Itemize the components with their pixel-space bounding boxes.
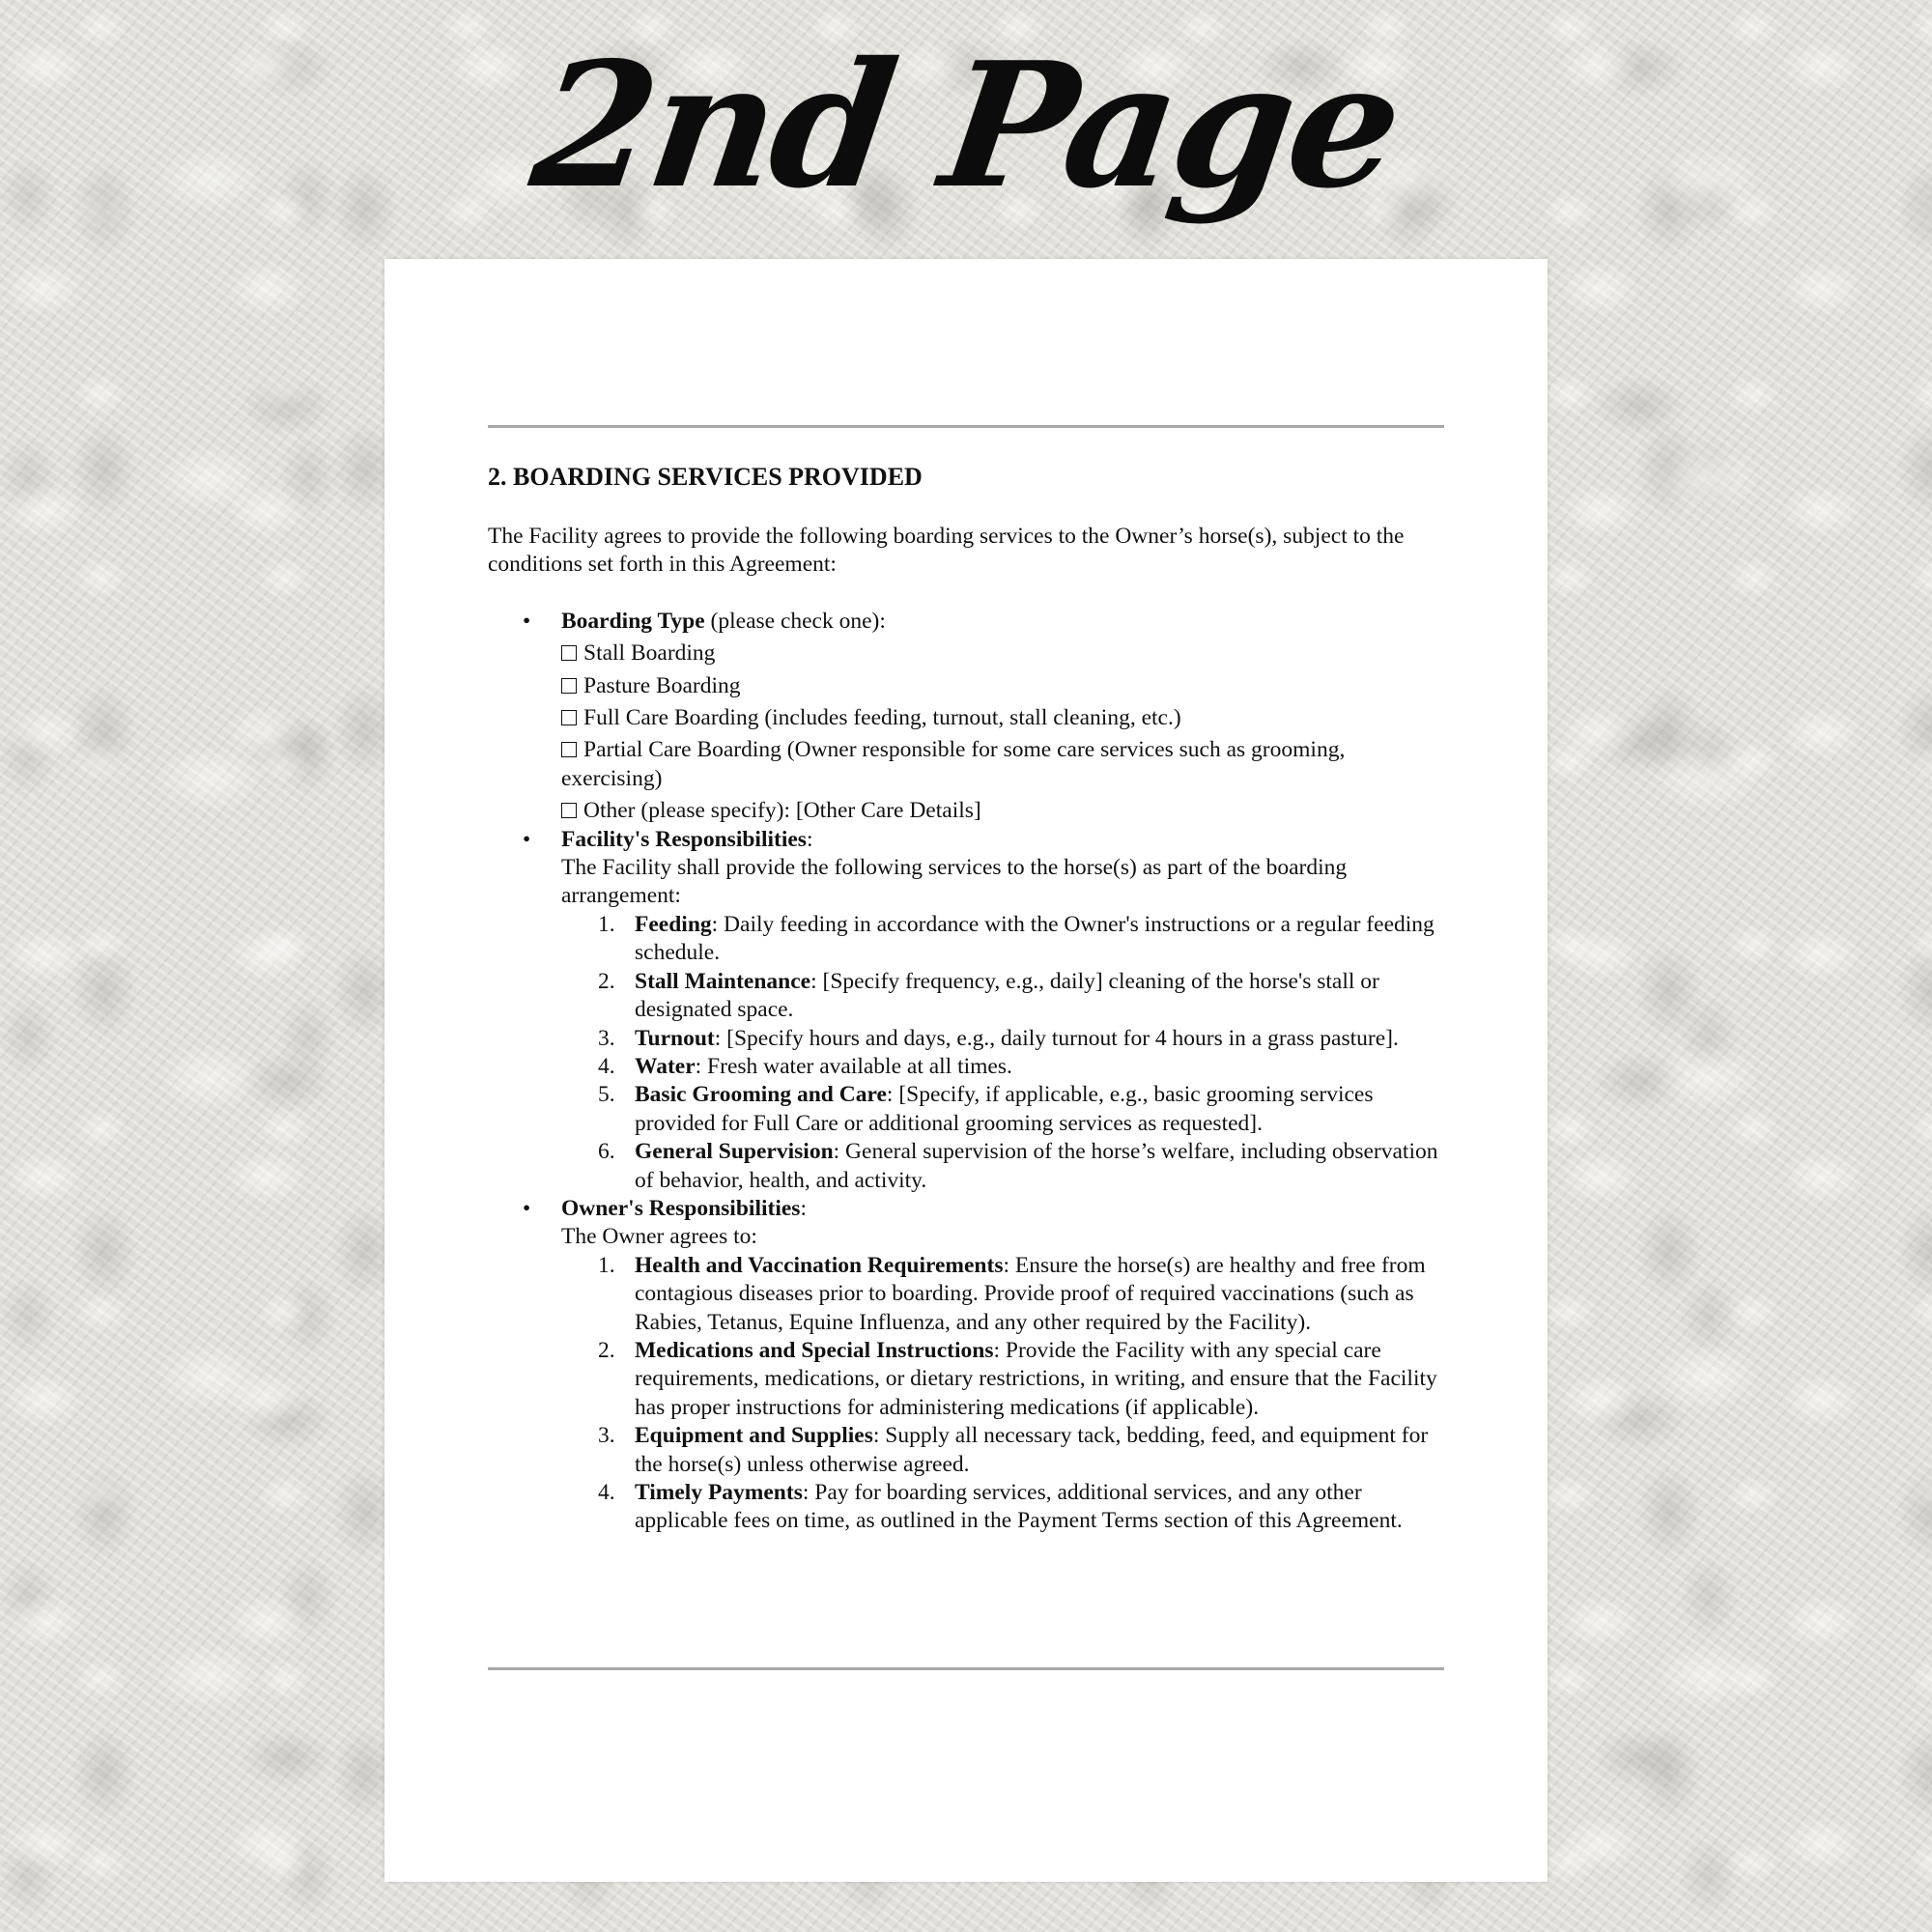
list-item: 4. Water: Fresh water available at all times. (598, 1053, 1012, 1079)
document-content (488, 462, 1448, 1536)
facility-list (561, 911, 1448, 1195)
checkbox-option-pasture[interactable] (561, 672, 1448, 700)
bullet-boarding-type (488, 608, 1448, 826)
bullet-dot-icon: • (523, 1195, 531, 1221)
list-item: 2. Stall Maintenance: [Specify frequency, e.g., daily] cleaning of the horse's stall or designated space. (598, 968, 1379, 1023)
list-item: 1. Health and Vaccination Requirements: Ensure the horse(s) are healthy and free from contagious diseases prior to boarding. Provide proof of required vaccinations (such as Rabies, Tetanus, Equine Influenza, and any other required by the Facility). (598, 1252, 1426, 1335)
checkbox-option-label: Other (please specify): [Other Care Details] (583, 798, 981, 824)
facility-term: Facility's Responsibilities (561, 826, 807, 852)
facility-rest: : (806, 826, 813, 852)
list-item: 3. Turnout: [Specify hours and days, e.g., daily turnout for 4 hours in a grass pasture]. (598, 1025, 1399, 1051)
boarding-type-rest: (please check one): (704, 608, 886, 634)
owner-intro: The Owner agrees to: (561, 1224, 757, 1250)
list-item: 1. Feeding: Daily feeding in accordance with the Owner's instructions or a regular feeding schedule. (598, 911, 1435, 966)
checkbox-option-label: Full Care Boarding (includes feeding, turnout, stall cleaning, etc.) (583, 705, 1181, 731)
list-item: 5. Basic Grooming and Care: [Specify, if applicable, e.g., basic grooming services provided for Full Care or additional grooming services as requested]. (598, 1082, 1374, 1136)
page-title-handwritten: 2nd Page (522, 24, 1410, 226)
checkbox-icon[interactable] (561, 645, 577, 661)
checkbox-option-full-care[interactable] (561, 704, 1448, 732)
owner-rest: : (800, 1195, 807, 1221)
section-heading: 2. BOARDING SERVICES PROVIDED (488, 463, 923, 491)
checkbox-icon[interactable] (561, 803, 577, 818)
boarding-type-term: Boarding Type (561, 608, 705, 634)
checkbox-icon[interactable] (561, 710, 577, 725)
checkbox-option-label: Pasture Boarding (583, 672, 741, 698)
top-divider (488, 425, 1444, 428)
list-item: 6. General Supervision: General supervision of the horse’s welfare, including observation of behavior, health, and activity. (598, 1139, 1438, 1193)
list-item: 3. Equipment and Supplies: Supply all necessary tack, bedding, feed, and equipment for the horse(s) unless otherwise agreed. (598, 1423, 1429, 1477)
bullet-list (488, 608, 1448, 1536)
owner-list (561, 1252, 1448, 1536)
checkbox-icon[interactable] (561, 742, 577, 757)
document-page (384, 259, 1548, 1882)
checkbox-icon[interactable] (561, 678, 577, 694)
bullet-owner-responsibilities (488, 1195, 1448, 1536)
owner-term: Owner's Responsibilities (561, 1195, 801, 1221)
list-item: 4. Timely Payments: Pay for boarding services, additional services, and any other applicable fees on time, as outlined in the Payment Terms section of this Agreement. (598, 1480, 1403, 1534)
bullet-dot-icon: • (523, 826, 531, 852)
checkbox-option-label: Partial Care Boarding (Owner responsible for some care services such as grooming, exercising) (561, 737, 1346, 791)
checkbox-option-label: Stall Boarding (583, 640, 716, 667)
facility-intro: The Facility shall provide the following services to the horse(s) as part of the boarding arrangement: (561, 855, 1348, 909)
checkbox-option-other[interactable] (561, 797, 1448, 825)
bullet-dot-icon: • (523, 608, 531, 634)
checkbox-option-partial-care[interactable] (561, 736, 1448, 793)
bullet-facility-responsibilities (488, 826, 1448, 1195)
checkbox-option-stall[interactable] (561, 639, 1448, 668)
bottom-divider (488, 1667, 1444, 1670)
section-intro: The Facility agrees to provide the following boarding services to the Owner’s horse(s), subject to the conditions set forth in this Agreement: (488, 524, 1405, 578)
list-item: 2. Medications and Special Instructions: Provide the Facility with any special care requirements, medications, or dietary restrictions, in writing, and ensure that the Facility has proper instructions for administering medications (if applicable). (598, 1337, 1437, 1420)
